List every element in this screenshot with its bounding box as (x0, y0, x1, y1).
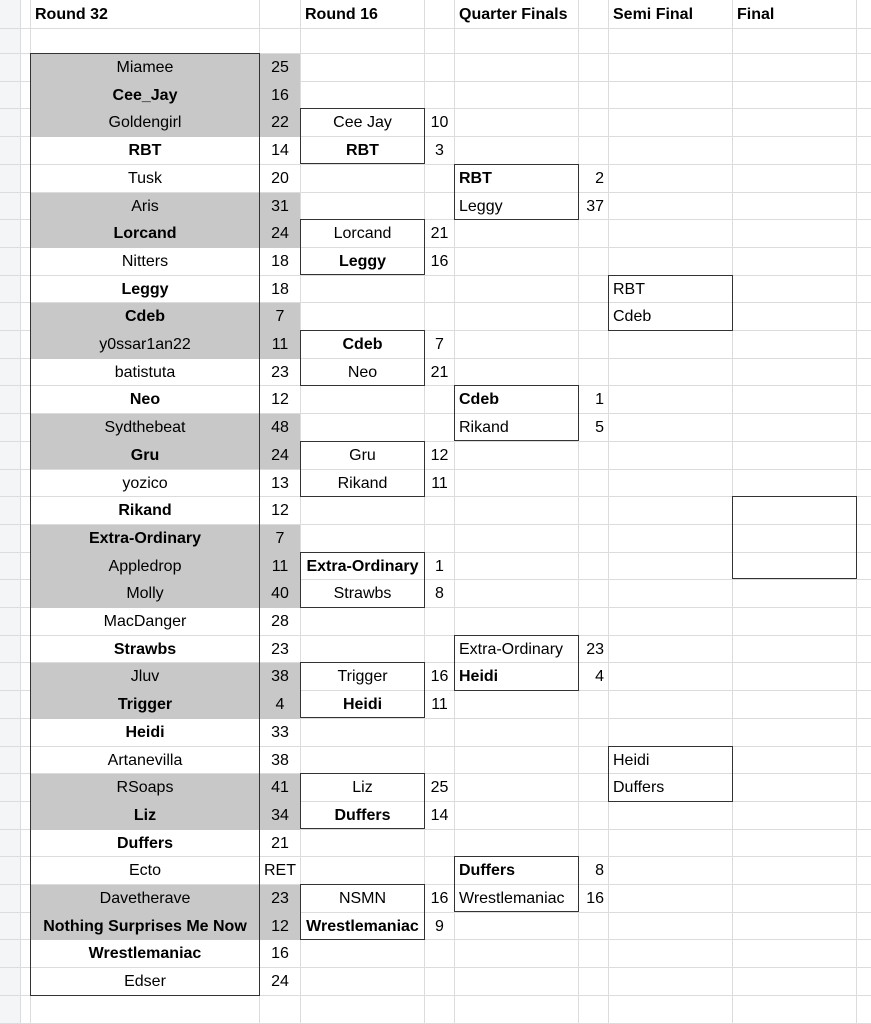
round32-score[interactable]: 24 (271, 446, 289, 464)
round32-name[interactable]: yozico (122, 474, 168, 492)
round16-score[interactable]: 25 (430, 779, 449, 797)
round32-name[interactable]: Gru (130, 446, 160, 464)
round16-name[interactable]: Lorcand (333, 225, 392, 243)
round16-name[interactable]: Leggy (338, 252, 387, 270)
round32-name[interactable]: Wrestlemaniac (88, 945, 202, 963)
round32-score[interactable]: 7 (275, 308, 285, 326)
round16-name[interactable]: NSMN (338, 890, 387, 907)
semi-name[interactable]: RBT (613, 280, 645, 298)
round16-score[interactable]: 8 (435, 585, 444, 603)
round32-score[interactable]: 23 (271, 363, 289, 381)
round32-name[interactable]: Duffers (116, 834, 173, 852)
quarter-score[interactable]: 4 (595, 668, 604, 686)
quarter-score[interactable]: 5 (595, 419, 604, 437)
round16-name[interactable]: Duffers (334, 806, 391, 824)
round32-name[interactable]: Strawbs (113, 640, 177, 658)
header-round32[interactable]: Round 32 (35, 6, 108, 23)
round16-score[interactable]: 21 (430, 363, 449, 381)
round32-score[interactable]: 12 (271, 391, 289, 409)
quarter-name[interactable]: Cdeb (459, 391, 499, 409)
round32-name[interactable]: Nitters (121, 252, 169, 270)
round32-name[interactable]: Leggy (121, 280, 169, 298)
round16-score[interactable]: 12 (430, 446, 449, 464)
round32-name[interactable]: Ecto (128, 862, 161, 880)
round16-name[interactable]: RBT (346, 142, 379, 160)
round32-score[interactable]: 40 (271, 585, 289, 603)
round32-score[interactable]: 16 (271, 86, 289, 104)
round32-name[interactable]: Artanevilla (107, 751, 183, 769)
grid-vline (608, 0, 609, 1024)
round32-score[interactable]: 24 (271, 973, 289, 991)
semi-name[interactable]: Cdeb (613, 308, 652, 326)
round32-name[interactable]: Davetherave (99, 890, 191, 907)
round32-name[interactable]: batistuta (114, 363, 176, 381)
round32-name[interactable]: Molly (126, 585, 164, 603)
round16-name[interactable]: Rikand (337, 474, 388, 492)
round16-score[interactable]: 7 (435, 336, 444, 353)
round32-name[interactable]: Jluv (130, 668, 160, 686)
round32-score[interactable]: 14 (271, 142, 289, 160)
round32-score[interactable]: 18 (271, 280, 289, 298)
round32-name[interactable]: Cdeb (125, 308, 165, 326)
round32-score[interactable]: 7 (275, 529, 285, 547)
semi-name[interactable]: Heidi (613, 751, 650, 769)
quarter-score[interactable]: 37 (586, 197, 604, 215)
quarter-name[interactable]: Leggy (459, 197, 503, 215)
header-round16[interactable]: Round 16 (305, 6, 378, 23)
round32-name[interactable]: Trigger (117, 696, 173, 714)
round16-score[interactable]: 21 (430, 225, 449, 243)
round16-score[interactable]: 11 (431, 696, 448, 714)
round32-score[interactable]: 21 (271, 834, 289, 852)
header-final[interactable]: Final (737, 6, 775, 23)
round32-name[interactable]: Sydthebeat (104, 419, 186, 437)
row-header-strip (0, 0, 20, 1024)
round32-score[interactable]: 31 (271, 197, 289, 215)
round32-score[interactable]: 38 (271, 668, 289, 686)
round32-name[interactable]: Miamee (116, 59, 174, 76)
round32-name[interactable]: RBT (128, 142, 162, 160)
round16-score[interactable]: 3 (435, 142, 444, 160)
round32-score[interactable]: 34 (271, 806, 289, 824)
quarter-name[interactable]: Extra-Ordinary (459, 640, 564, 658)
round32-score[interactable]: 25 (271, 59, 289, 76)
round16-name[interactable]: Cee Jay (333, 114, 392, 132)
semi-name[interactable]: Duffers (613, 779, 665, 797)
quarter-name[interactable]: Heidi (459, 668, 499, 686)
round16-name[interactable]: Extra-Ordinary (306, 557, 419, 575)
round32-score[interactable]: 22 (271, 114, 289, 132)
round16-name[interactable]: Strawbs (333, 585, 392, 603)
round32-score[interactable]: 38 (271, 751, 289, 769)
round16-score[interactable]: 16 (430, 668, 449, 686)
header-quarter-finals[interactable]: Quarter Finals (459, 6, 568, 23)
round32-name[interactable]: Liz (133, 806, 157, 824)
round32-score[interactable]: 12 (271, 917, 289, 935)
header-semi-final[interactable]: Semi Final (613, 6, 694, 23)
round16-name[interactable]: Wrestlemaniac (306, 917, 419, 935)
quarter-score[interactable]: 1 (595, 391, 604, 409)
round32-score[interactable]: 24 (271, 225, 289, 243)
round16-name[interactable]: Liz (352, 779, 373, 797)
round32-score[interactable]: 23 (271, 890, 289, 907)
round16-score[interactable]: 1 (435, 557, 444, 575)
quarter-name[interactable]: RBT (459, 169, 492, 187)
quarter-name[interactable]: Rikand (459, 419, 509, 437)
round16-score[interactable]: 9 (435, 917, 444, 935)
round32-name[interactable]: Lorcand (113, 225, 177, 243)
round32-score[interactable]: 20 (271, 169, 289, 187)
round32-score[interactable]: 48 (271, 419, 289, 437)
round16-name[interactable]: Neo (347, 363, 378, 381)
round16-score[interactable]: 16 (430, 890, 449, 907)
round16-name[interactable]: Trigger (337, 668, 388, 686)
round16-score[interactable]: 16 (430, 252, 449, 270)
round32-score[interactable]: 16 (271, 945, 289, 963)
round16-name[interactable]: Heidi (342, 696, 383, 714)
quarter-score[interactable]: 8 (595, 862, 604, 880)
round32-score[interactable]: 18 (271, 252, 289, 270)
grid-vline (20, 0, 21, 1024)
round32-score[interactable]: 4 (275, 696, 285, 714)
round16-name[interactable]: Gru (349, 446, 376, 464)
round32-name[interactable]: Cee_Jay (112, 86, 178, 104)
round32-score[interactable]: 23 (271, 640, 289, 658)
round32-score[interactable]: 11 (271, 557, 289, 575)
round32-score[interactable]: 41 (271, 779, 289, 797)
quarter-name[interactable]: Duffers (459, 862, 516, 880)
round32-name[interactable]: Extra-Ordinary (88, 529, 202, 547)
quarter-score[interactable]: 23 (586, 640, 604, 658)
round32-score[interactable]: 28 (271, 613, 289, 630)
final-match-box (732, 496, 857, 579)
round32-name[interactable]: MacDanger (103, 613, 187, 630)
round32-name[interactable]: y0ssar1an22 (99, 336, 191, 353)
round32-score[interactable]: RET (264, 862, 296, 880)
round32-name[interactable]: RSoaps (116, 779, 174, 797)
round32-score[interactable]: 12 (271, 502, 289, 520)
round32-name[interactable]: Goldengirl (108, 114, 182, 132)
round16-score[interactable]: 10 (430, 114, 449, 132)
quarter-score[interactable]: 16 (586, 890, 604, 907)
round32-name[interactable]: Nothing Surprises Me Now (43, 917, 247, 935)
round32-name[interactable]: Heidi (125, 723, 165, 741)
round32-name[interactable]: Aris (131, 197, 159, 215)
quarter-score[interactable]: 2 (595, 169, 604, 187)
round16-name[interactable]: Cdeb (342, 336, 383, 353)
round16-score[interactable]: 14 (430, 806, 449, 824)
round32-score[interactable]: 13 (271, 474, 289, 492)
round32-name[interactable]: Rikand (118, 502, 172, 520)
round32-score[interactable]: 33 (271, 723, 289, 741)
round32-name[interactable]: Neo (129, 391, 161, 409)
quarter-name[interactable]: Wrestlemaniac (459, 890, 565, 907)
round32-name[interactable]: Tusk (127, 169, 163, 187)
round32-name[interactable]: Edser (124, 973, 166, 991)
round32-score[interactable]: 11 (271, 336, 289, 353)
round32-name[interactable]: Appledrop (108, 557, 182, 575)
round16-score[interactable]: 11 (431, 474, 448, 492)
